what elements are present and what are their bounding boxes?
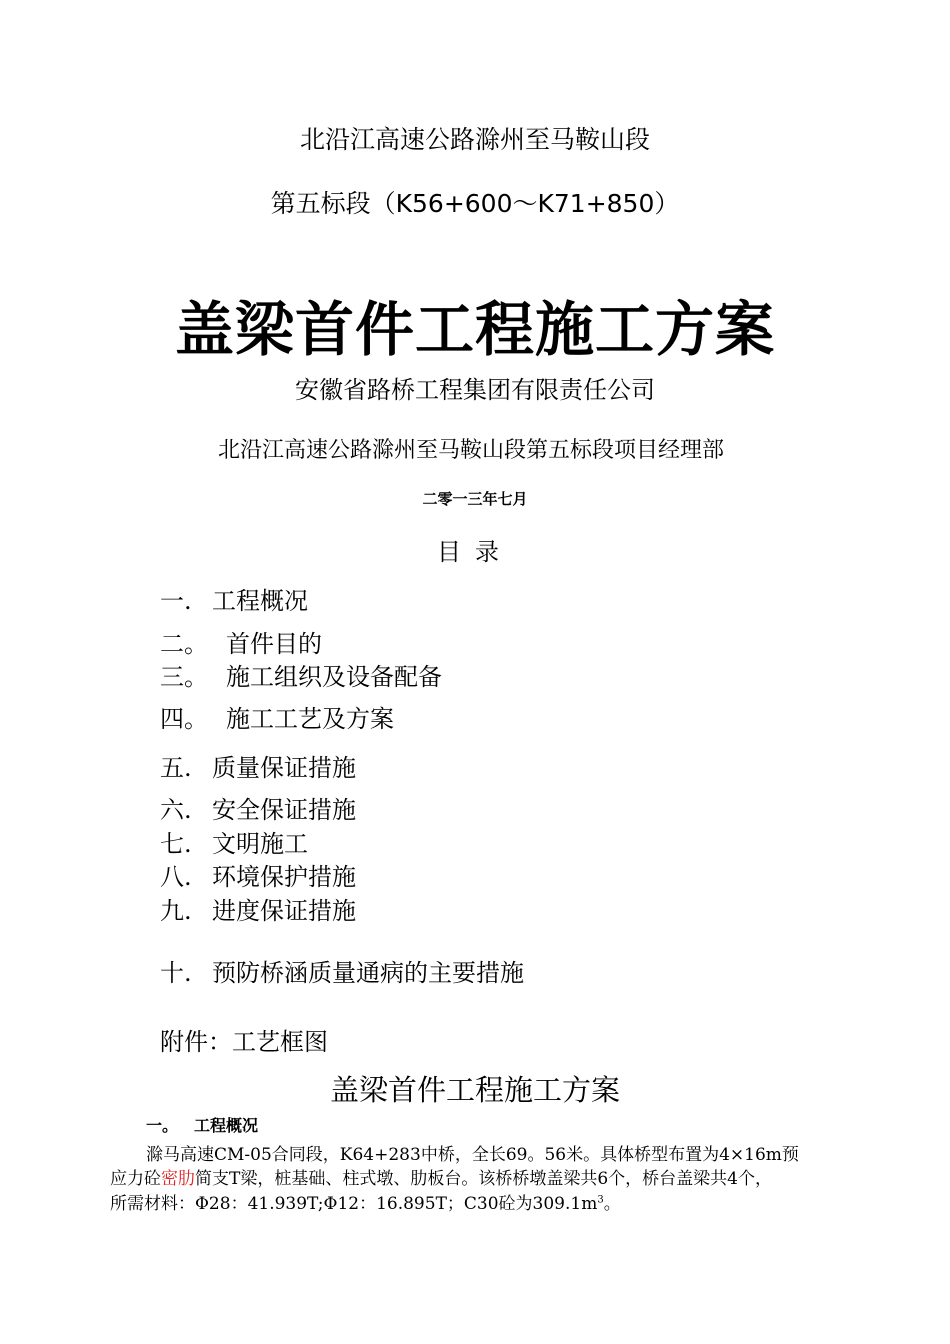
section-title: 工程概况 (194, 1116, 259, 1135)
toc-item-label: 质量保证措施 (212, 754, 356, 782)
toc-item-label: 施工工艺及方案 (226, 705, 394, 733)
toc-heading: 目录 (437, 538, 513, 566)
toc-item-number: 二。 (160, 630, 208, 658)
toc-item-label: 文明施工 (212, 830, 308, 858)
toc-attachment[interactable] (160, 1022, 328, 1057)
project-name-line1: 北沿江高速公路滁州至马鞍山段 (299, 125, 650, 154)
toc-item-10[interactable] (160, 953, 524, 988)
section-heading-1 (146, 1113, 258, 1136)
company-name: 安徽省路桥工程集团有限责任公司 (295, 376, 655, 404)
attachment-label: 附件： (160, 1028, 232, 1056)
paragraph-line-2 (110, 1164, 772, 1189)
toc-item-label: 安全保证措施 (212, 796, 356, 824)
toc-item-number: 四。 (160, 705, 208, 733)
superscript: 3 (597, 1194, 604, 1206)
toc-item-5[interactable] (160, 748, 356, 783)
toc-item-1[interactable] (160, 581, 308, 616)
toc-item-7[interactable] (160, 824, 308, 859)
toc-item-number: 七. (160, 830, 192, 858)
body-title: 盖梁首件工程施工方案 (329, 1073, 620, 1107)
department-name: 北沿江高速公路滁州至马鞍山段第五标段项目经理部 (218, 438, 725, 463)
toc-item-2[interactable] (160, 624, 322, 659)
toc-item-number: 十. (160, 959, 192, 987)
paragraph-line-3 (110, 1189, 621, 1214)
toc-item-9[interactable] (160, 891, 356, 926)
toc-item-label: 环境保护措施 (212, 863, 356, 891)
toc-item-number: 三。 (160, 663, 208, 691)
text-run: 应力砼 (110, 1169, 161, 1189)
toc-item-label: 施工组织及设备配备 (226, 663, 442, 691)
project-name-line2: 第五标段（K56+600～K71+850） (270, 189, 680, 218)
toc-item-6[interactable] (160, 790, 356, 825)
toc-item-3[interactable] (160, 657, 442, 692)
document-date: 二零一三年七月 (422, 490, 528, 508)
text-run: 所需材料：Φ28：41.939T;Φ12：16.895T；C30砼为309.1m (110, 1194, 598, 1214)
highlighted-text: 密肋 (161, 1169, 195, 1189)
document-title: 盖梁首件工程施工方案 (174, 295, 775, 364)
toc-item-label: 工程概况 (212, 587, 308, 615)
toc-item-number: 六. (160, 796, 192, 824)
section-number: 一。 (146, 1116, 179, 1135)
paragraph-line-1: 滁马高速CM-05合同段，K64+283中桥，全长69。56米。具体桥型布置为4×16m预 (146, 1145, 799, 1165)
toc-item-4[interactable] (160, 699, 394, 734)
toc-item-label: 进度保证措施 (212, 897, 356, 925)
toc-item-number: 五. (160, 754, 192, 782)
toc-item-label: 预防桥涵质量通病的主要措施 (212, 959, 524, 987)
toc-item-8[interactable] (160, 857, 356, 892)
attachment-value: 工艺框图 (232, 1028, 328, 1056)
text-run: 。 (603, 1194, 621, 1214)
toc-item-number: 九. (160, 897, 192, 925)
toc-item-number: 八. (160, 863, 192, 891)
toc-item-label: 首件目的 (226, 630, 322, 658)
text-run: 简支T梁，桩基础、柱式墩、肋板台。该桥桥墩盖梁共6个，桥台盖梁共4个， (195, 1169, 772, 1189)
toc-item-number: 一. (160, 587, 192, 615)
